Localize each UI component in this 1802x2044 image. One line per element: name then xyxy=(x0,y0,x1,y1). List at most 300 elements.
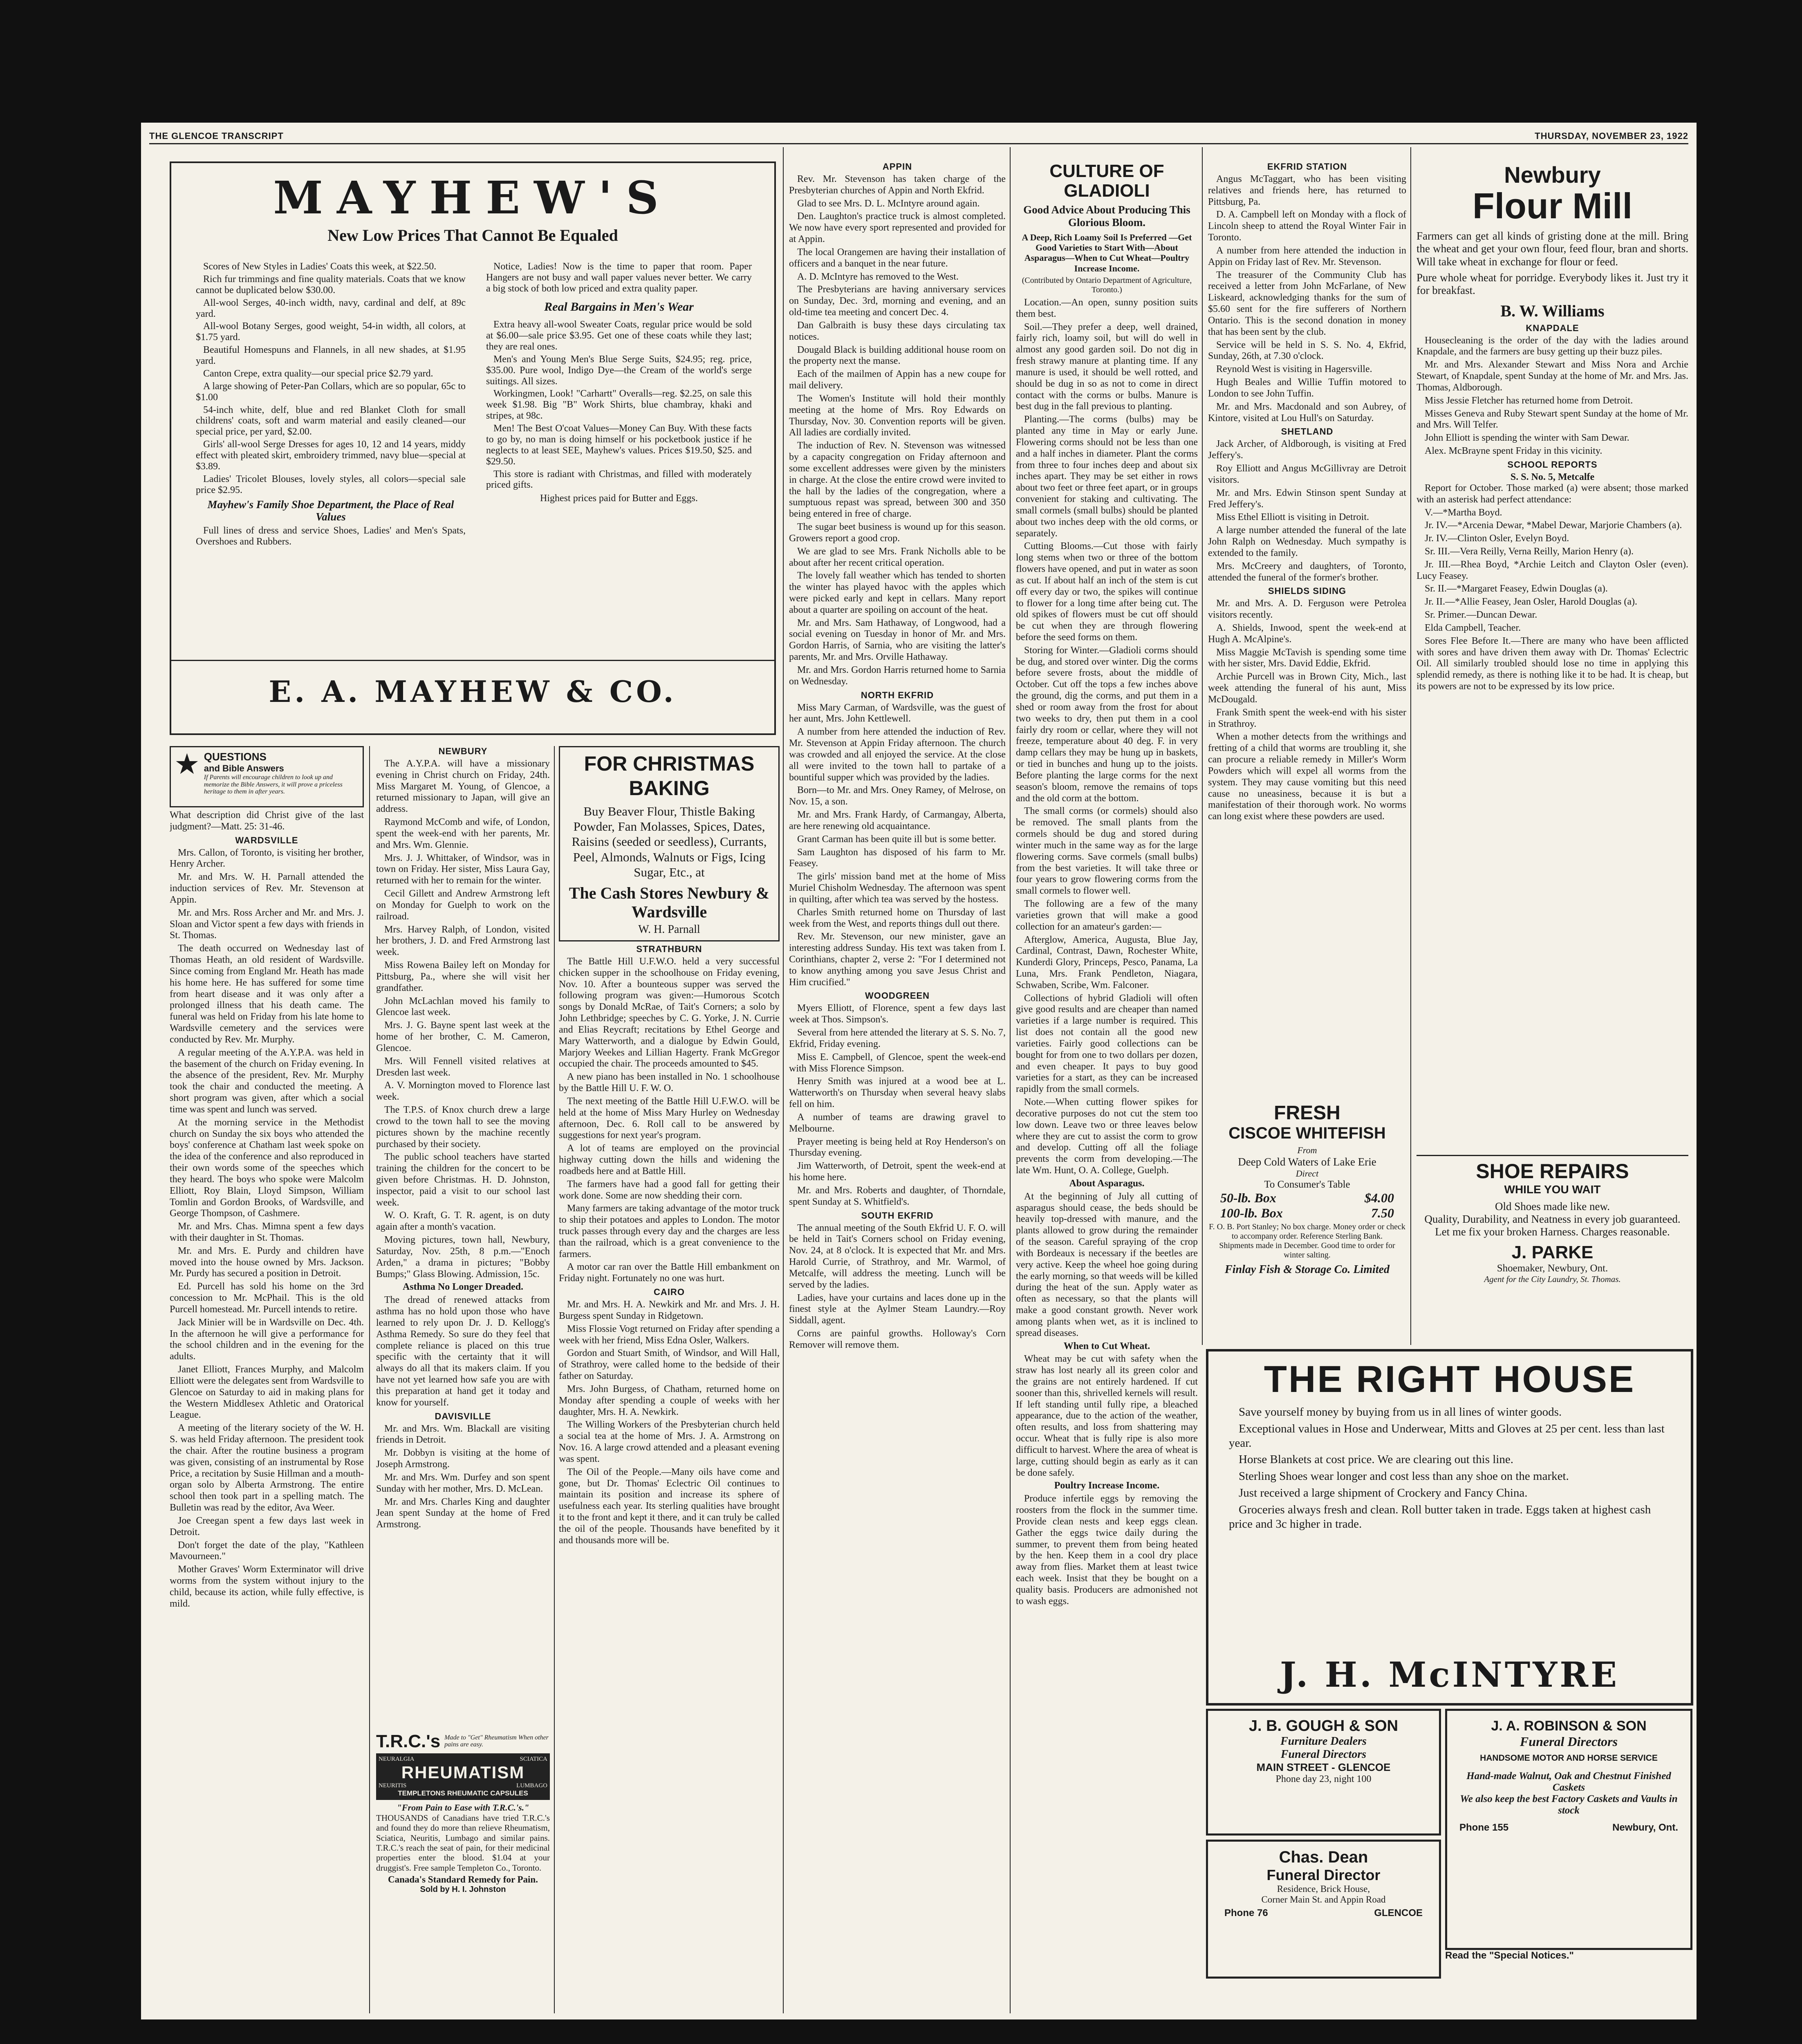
christmas-title: FOR CHRISTMAS BAKING xyxy=(584,752,755,800)
news-item: Miss Mary Carman, of Wardsville, was the guest of her aunt, Mrs. John Kettlewell. xyxy=(789,702,1006,724)
issue-date: THURSDAY, NOVEMBER 23, 1922 xyxy=(1535,131,1688,141)
mayhew-item: A large showing of Peter-Pan Collars, which are so popular, 65c to $1.00 xyxy=(196,381,466,403)
news-item: Each of the mailmen of Appin has a new coupe for mail delivery. xyxy=(789,369,1006,391)
north-ekfrid-news xyxy=(789,702,1006,988)
gladioli-deck: A Deep, Rich Loamy Soil Is Preferred —Get Good Varieties to Start With—About Asparagus—When to Cut Wheat—Poultry Increase Income. xyxy=(1022,232,1192,273)
report-line: V.—*Martha Boyd. xyxy=(1425,507,1502,518)
news-item: The next meeting of the Battle Hill U.F.W.O. will be held at the home of Miss Mary Hurley on Wednesday afternoon, Dec. 6. Roll call to be answered by suggestions for next year's program. xyxy=(559,1096,780,1141)
right-house-ad xyxy=(1206,1349,1693,1706)
flour-mill-text2: Pure whole wheat for porridge. Everybody likes it. Just try it for breakfast. xyxy=(1416,271,1688,297)
gladioli-title: CULTURE OF GLADIOLI xyxy=(1049,161,1164,201)
price-label: 100-lb. Box xyxy=(1220,1206,1283,1220)
mayhew-ad xyxy=(170,161,776,735)
news-item: Jack Archer, of Aldborough, is visiting at Fred Jeffery's. xyxy=(1208,439,1406,461)
price-row xyxy=(1208,1190,1406,1206)
news-item: Mr. and Mrs. Edwin Stinson spent Sunday at Fred Jeffery's. xyxy=(1208,487,1406,510)
davisville-news xyxy=(376,1423,550,1531)
news-item: Joe Creegan spent a few days last week in Detroit. xyxy=(170,1515,364,1537)
news-item: Prayer meeting is being held at Roy Henderson's on Thursday evening. xyxy=(789,1136,1006,1159)
gough-name: J. B. GOUGH & SON xyxy=(1248,1717,1399,1735)
whitefish-shipments: Shipments made in December. Good time to order for winter salting. xyxy=(1219,1241,1395,1260)
star-icon: ★ xyxy=(174,749,200,780)
mayhew-footer: E. A. MAYHEW & CO. xyxy=(269,674,677,709)
news-item: Service will be held in S. S. No. 4, Ekfrid, Sunday, 26th, at 7.30 o'clock. xyxy=(1208,339,1406,362)
news-item: Mr. and Mrs. E. Purdy and children have moved into the house owned by Mrs. Jackson. Mr. Purdy has secured a position in Detroit. xyxy=(170,1245,364,1279)
mayhew-item: 54-inch white, delf, blue and red Blanket Cloth for small childrens' coats, soft and warm material and easily cleaned—our special price, per yard, $2.00. xyxy=(196,404,466,437)
news-item: Archie Purcell was in Brown City, Mich., last week attending the funeral of his aunt, Miss McDougald. xyxy=(1208,671,1406,705)
poultry-heading: Poultry Increase Income. xyxy=(1054,1480,1160,1491)
cash-stores: The Cash Stores Newbury & Wardsville xyxy=(569,883,770,921)
dean-phone: Phone 76 xyxy=(1224,1907,1268,1918)
news-item: Mr. and Mrs. Chas. Mimna spent a few days with their daughter in St. Thomas. xyxy=(170,1221,364,1243)
trc-sciatica: SCIATICA xyxy=(520,1756,547,1762)
questions-title: QUESTIONS xyxy=(204,751,267,763)
mayhew-item: All-wool Serges, 40-inch width, navy, cardinal and delf, at 89c yard. xyxy=(196,297,466,319)
ekfrid-station-heading: EKFRID STATION xyxy=(1267,161,1347,172)
column-rule xyxy=(369,746,370,2013)
news-item: Mr. and Mrs. Charles King and daughter Jean spent Sunday at the home of Fred Armstrong. xyxy=(376,1496,550,1530)
whitefish-direct: Direct xyxy=(1295,1168,1319,1179)
news-item: W. O. Kraft, G. T. R. agent, is on duty again after a month's vacation. xyxy=(376,1210,550,1233)
dean-contact xyxy=(1208,1905,1439,1921)
column-appin xyxy=(789,161,1006,2013)
news-item: Henry Smith was injured at a wood bee at L. Watterworth's on Thursday when several heavy slabs fell on him. xyxy=(789,1076,1006,1110)
robinson-line2: Hand-made Walnut, Oak and Chestnut Finished Caskets xyxy=(1466,1771,1671,1793)
wallpaper-notice: Notice, Ladies! Now is the time to paper that room. Paper Hangers are not busy and wall paper values never better. We carry a big stock of both low priced and extra quality paper. xyxy=(486,261,752,294)
mayhew-item: Beautiful Homespuns and Flannels, in all new shades, at $1.95 yard. xyxy=(196,345,466,366)
trc-templetons: TEMPLETONS RHEUMATIC CAPSULES xyxy=(398,1789,528,1797)
article-paragraph: Location.—An open, sunny position suits them best. xyxy=(1016,297,1198,319)
news-item: Several from here attended the literary at S. S. No. 7, Ekfrid, Friday evening. xyxy=(789,1027,1006,1049)
shoe-repairs-agent: Agent for the City Laundry, St. Thomas. xyxy=(1484,1274,1621,1284)
christmas-owner: W. H. Parnall xyxy=(638,923,700,936)
news-item: The girls' mission band met at the home of Miss Muriel Chisholm Wednesday. The afternoon was spent in quilting, after which tea was served by the hostess. xyxy=(789,871,1006,905)
appin-heading: APPIN xyxy=(882,161,912,172)
news-item: A number from here attended the induction of Rev. Mr. Stevenson at Appin Friday afternoon. The church was crowded and all enjoyed the service. At the close all were invited to the town hall to partake of a bountiful supper which was provided by the ladies. xyxy=(789,726,1006,783)
news-item: Mr. and Mrs. Alexander Stewart and Miss Nora and Archie Stewart, of Knapdale, spent Sunday at the home of Mr. and Mrs. Jas. Thomas, Aldborough. xyxy=(1416,359,1688,393)
article-paragraph: Cutting Blooms.—Cut those with fairly long stems when two or three of the bottom flowers have opened, and put in water as soon as cut. If about half an inch of the stem is cut off every day or two, the spikes will continue to flower for a long time after being cut. The old spikes of flowers must be cut off should be cut when they are through flowering before the seed forms on them. xyxy=(1016,541,1198,643)
right-house-item: Groceries always fresh and clean. Roll butter taken in trade. Eggs taken at highest cash price and 3c higher in trade. xyxy=(1229,1503,1651,1531)
mayhew-subtitle: New Low Prices That Cannot Be Equaled xyxy=(327,226,618,244)
knapdale-heading: KNAPDALE xyxy=(1526,323,1579,333)
wardsville-news xyxy=(170,847,364,1610)
shoe-repairs-line: Quality, Durability, and Neatness in every job guaranteed. xyxy=(1424,1213,1681,1225)
dean-ad xyxy=(1206,1840,1441,1979)
article-paragraph: Note.—When cutting flower spikes for decorative purposes do not cut the stem too low down. Leave two or three leaves below where they are cut to assist the corm to grow and develop. Cutting off all the foliage prevents the corm from developing.—The late Wm. Hunt, O. A. College, Guelph. xyxy=(1016,1097,1198,1176)
newbury-news xyxy=(376,758,550,1409)
news-item: Angus McTaggart, who has been visiting relatives and friends here, has returned to Pittsburg, Pa. xyxy=(1208,174,1406,207)
questions-subtitle: and Bible Answers xyxy=(204,763,284,773)
price-value: 7.50 xyxy=(1371,1206,1394,1220)
news-item: Mrs. Callon, of Toronto, is visiting her brother, Henry Archer. xyxy=(170,847,364,870)
shetland-news xyxy=(1208,439,1406,583)
mayhew-right-column xyxy=(486,261,752,629)
flour-mill-title1: Newbury xyxy=(1504,162,1601,188)
eclectric-oil-notice: The Oil of the People.—Many oils have come and gone, but Dr. Thomas' Eclectric Oil continues to maintain its position and increase its sphere of usefulness each year. Its sterling qualities have brought it to the front and kept it there, and it can truly be called the oil of the people. Thousands have benefited by it and thousands more will be. xyxy=(559,1466,780,1546)
news-item: Mrs. Will Fennell visited relatives at Dresden last week. xyxy=(376,1056,550,1078)
news-item: Miss E. Campbell, of Glencoe, spent the week-end with Miss Florence Simpson. xyxy=(789,1051,1006,1074)
news-item: Alex. McBrayne spent Friday in this vicinity. xyxy=(1425,446,1603,457)
whitefish-title2: CISCOE WHITEFISH xyxy=(1228,1124,1386,1142)
news-item: A new piano has been installed in No. 1 schoolhouse by the Battle Hill U. F. W. O. xyxy=(559,1071,780,1094)
news-item: The lovely fall weather which has tended to shorten the winter has played havoc with the apples which were picked early and kept in cellars. Many report about a quarter are spoiling on account of the heat. xyxy=(789,570,1006,615)
article-paragraph: Wheat may be cut with safety when the straw has lost nearly all its green color and the grains are not entirely hardened. If cut sooner than this, shrivelled kernels will result. If left standing until fully ripe, a bleached appearance, due to the action of the weather, often results, and loss from shattering may occur. Wheat that is fully ripe is also more difficult to harvest. Where the area of wheat is large, cutting should begin as early as it can be done safely. xyxy=(1016,1354,1198,1478)
trc-ad xyxy=(376,1731,550,2009)
column-wardsville xyxy=(170,746,364,2013)
article-paragraph: Afterglow, America, Augusta, Blue Jay, Cardinal, Contrast, Dawn, Rochester White, Kunderdi Glory, Princeps, Pesco, Panama, La Luna, Mrs. Frank Pendleton, Niagara, Schwaben, Scribe, Wm. Falconer. xyxy=(1016,934,1198,991)
mayhew-item: All-wool Botany Serges, good weight, 54-in width, all colors, at $1.75 yard. xyxy=(196,321,466,343)
flour-mill-ad xyxy=(1416,161,1688,320)
trc-tagline: "From Pain to Ease with T.R.C.'s." xyxy=(397,1802,529,1813)
news-item: Mr. and Mrs. Macdonald and son Aubrey, of Kintore, visited at Lou Hull's on Saturday. xyxy=(1208,401,1406,424)
robinson-ad xyxy=(1445,1709,1692,1950)
news-item: A motor car ran over the Battle Hill embankment on Friday night. Fortunately no one was hurt. xyxy=(559,1262,780,1284)
news-item: Mother Graves' Worm Exterminator will drive worms from the system without injury to the child, because its action, while fully effective, is mild. xyxy=(170,1564,364,1609)
gough-line3: MAIN STREET - GLENCOE xyxy=(1256,1761,1391,1773)
news-item: Grant Carman has been quite ill but is some better. xyxy=(797,834,996,845)
news-item: The Presbyterians are having anniversary services on Sunday, Dec. 3rd, morning and evening, and an old-time tea meeting and concert Dec. 4. xyxy=(789,284,1006,318)
news-item: A regular meeting of the A.Y.P.A. was held in the basement of the church on Friday evening. In the absence of the president, Rev. Mr. Murphy took the chair and conducted the meeting. A short program was given, after which a social time was spent and lunch was served. xyxy=(170,1047,364,1115)
report-line: Sr. III.—Vera Reilly, Verna Reilly, Marion Henry (a). xyxy=(1425,546,1634,557)
news-item: The death occurred on Wednesday last of Thomas Heath, an old resident of Wardsville. Since coming from England Mr. Heath has made his home here. He has suffered for some time from heart disease and it was only after a prolonged illness that his death came. The funeral was held on Friday from his late home to Wardsville cemetery and the services were conducted by Rev. Mr. Murphy. xyxy=(170,943,364,1045)
column-strathburn xyxy=(559,746,780,2013)
right-house-body xyxy=(1208,1401,1691,1537)
news-item: The Women's Institute will hold their monthly meeting at the home of Mrs. Roy Edwards on Thursday, Nov. 30. Convention reports will be given. All ladies are cordially invited. xyxy=(789,393,1006,438)
flour-mill-title2: Flour Mill xyxy=(1472,186,1633,226)
news-item: Miss Jessie Fletcher has returned home from Detroit. xyxy=(1425,395,1633,406)
robinson-town: Newbury, Ont. xyxy=(1612,1822,1678,1833)
news-item: Raymond McComb and wife, of London, spent the week-end with her parents, Mr. and Mrs. Wm. Glennie. xyxy=(376,817,550,850)
news-item: Moving pictures, town hall, Newbury, Saturday, Nov. 25th, 8 p.m.—"Enoch Arden," a drama in pictures; "Bobby Bumps;" Glass Blowing. Admission, 15c. xyxy=(376,1235,550,1280)
shoe-repairs-role: Shoemaker, Newbury, Ont. xyxy=(1497,1263,1608,1274)
mayhew-item: Rich fur trimmings and fine quality materials. Coats that we know cannot be duplicated below $30.00. xyxy=(196,273,466,296)
news-item: Mr. and Mrs. Ross Archer and Mr. and Mrs. J. Sloan and Victor spent a few days with friends in St. Thomas. xyxy=(170,907,364,941)
flour-mill-text1: Farmers can get all kinds of gristing done at the mill. Bring the wheat and get your own flour, feed flour, bran and shorts. Will take wheat in exchange for flour or feed. xyxy=(1416,230,1688,268)
right-house-item: Horse Blankets at cost price. We are clearing out this line. xyxy=(1239,1453,1513,1466)
news-item: Ladies, have your curtains and laces done up in the finest style at the Aylmer Steam Laundry.—Roy Siddall, agent. xyxy=(789,1292,1006,1326)
trc-sold-by: Sold by H. I. Johnston xyxy=(420,1885,506,1894)
ekfrid-station-news xyxy=(1208,174,1406,424)
appin-news xyxy=(789,174,1006,688)
news-item: Mr. and Mrs. Wm. Durfey and son spent Sunday with her mother, Mrs. D. McLean. xyxy=(376,1472,550,1494)
news-item: Mr. and Mrs. H. A. Newkirk and Mr. and Mrs. J. H. Burgess spent Sunday in Ridgetown. xyxy=(559,1299,780,1321)
news-item: Dougald Black is building additional house room on the property next the manse. xyxy=(789,344,1006,367)
news-item: Miss Rowena Bailey left on Monday for Pittsburg, Pa., where she will visit her grandfather. xyxy=(376,960,550,993)
gladioli-subtitle: Good Advice About Producing This Glorious Bloom. xyxy=(1023,203,1190,229)
special-notices: Read the "Special Notices." xyxy=(1445,1950,1574,1961)
mayhew-item: Workingmen, Look! "Carhartt" Overalls—reg. $2.25, on sale this week $1.98. Big "B" Work Shirts, blue chambray, khaki and stripes, at 98c. xyxy=(486,388,752,421)
right-house-item: Sterling Shoes wear longer and cost less than any shoe on the market. xyxy=(1239,1470,1569,1483)
news-item: Mr. and Mrs. Frank Hardy, of Carmangay, Alberta, are here renewing old acquaintance. xyxy=(789,809,1006,831)
news-item: Den. Laughton's practice truck is almost completed. We now have every sport represented and provided for at Appin. xyxy=(789,211,1006,245)
asthma-heading: Asthma No Longer Dreaded. xyxy=(402,1282,524,1293)
whitefish-ad xyxy=(1208,1102,1406,1343)
robinson-name: J. A. ROBINSON & SON xyxy=(1491,1718,1647,1734)
news-item: Mr. and Mrs. Wm. Blackall are visiting friends in Detroit. xyxy=(376,1423,550,1446)
paper-name: THE GLENCOE TRANSCRIPT xyxy=(149,131,284,141)
article-paragraph: Collections of hybrid Gladioli will often give good results and are cheaper than named varieties if a large number is required. This list does not contain all the good new varieties. Fairly good collections can be bought for from one to two dollars per dozen, and even cheaper. It pays to buy good varieties for a start, as they can be increased rapidly from the small cormels. xyxy=(1016,993,1198,1095)
trc-neuralgia: NEURALGIA xyxy=(379,1756,415,1762)
news-item: The farmers have had a good fall for getting their work done. Some are now shedding their corn. xyxy=(559,1179,780,1201)
news-item: The A.Y.P.A. will have a missionary evening in Christ church on Friday, 24th. Miss Margaret M. Young, of Glencoe, a returned missionary to Japan, will give an address. xyxy=(376,758,550,815)
news-item: The Battle Hill U.F.W.O. held a very successful chicken supper in the schoolhouse on Friday evening, Nov. 10. After a bounteous supper was served the following program was given:—Humorous Scotch songs by Donald McRae, of Tait's Corners; a solo by John Lethbridge; speeches by C. G. Yorke, J. N. Currie and Elias Reycraft; recitations by Ethel George and Mary Watterworth, and a dialogue by Edwin Gould, Marjory Weekes and Lillian Hagerty. Frank McGregor occupied the chair. The proceeds amounted to $45. xyxy=(559,956,780,1069)
news-item: Mrs. McCreery and daughters, of Toronto, attended the funeral of the former's brother. xyxy=(1208,560,1406,583)
right-house-title: THE RIGHT HOUSE xyxy=(1264,1358,1636,1400)
flour-mill-owner: B. W. Williams xyxy=(1500,301,1605,320)
asparagus-heading: About Asparagus. xyxy=(1069,1178,1145,1189)
column-rule xyxy=(554,746,555,2013)
shoe-repairs-line: Old Shoes made like new. xyxy=(1495,1200,1610,1213)
article-paragraph: At the beginning of July all cutting of asparagus should cease, the beds should be heavily top-dressed with manure, and the plants allowed to grow during the remainder of the season. Careful spraying of the crop with Bordeaux is necessary if the beetles are very active. Keep the wheel hoe going during the early morning, so that weeds will be killed during the heat of the sun. Apply water as often as necessary, so that the plants will make a good constant growth. Never work among plants when wet, as it is inclined to spread diseases. xyxy=(1016,1191,1198,1338)
news-item: The local Orangemen are having their installation of officers and a banquet in the near future. xyxy=(789,247,1006,269)
mayhew-item: This store is radiant with Christmas, and filled with moderately priced gifts. xyxy=(486,468,752,491)
news-item: A number from here attended the induction in Appin on Friday last of Rev. Mr. Stevenson. xyxy=(1208,245,1406,267)
report-line: Jr. II.—*Allie Feasey, Jean Osler, Harold Douglas (a). xyxy=(1425,596,1638,607)
whitefish-deep: Deep Cold Waters of Lake Erie xyxy=(1238,1156,1376,1168)
trc-title: T.R.C.'s xyxy=(376,1731,441,1751)
mayhew-item: Ladies' Tricolet Blouses, lovely styles, all colors—special sale price $2.95. xyxy=(196,473,466,495)
news-item: Miss Flossie Vogt returned on Friday after spending a week with her friend, Miss Edna Osler, Walkers. xyxy=(559,1323,780,1346)
eclectric-oil-notice: Sores Flee Before It.—There are many who have been afflicted with sores and have driven them away with Dr. Thomas' Eclectric Oil. All similarly troubled should lose no time in applying this splendid remedy, as there is nothing like it to be had. It is cheap, but its powers are not to be expressed by its low price. xyxy=(1416,635,1688,692)
news-item: Reynold West is visiting in Hagersville. xyxy=(1216,364,1372,375)
shoe-department-heading: Mayhew's Family Shoe Department, the Place of Real Values xyxy=(207,498,454,523)
news-item: Mrs. Harvey Ralph, of London, visited her brothers, J. D. and Fred Armstrong last week. xyxy=(376,924,550,958)
report-line: Elda Campbell, Teacher. xyxy=(1425,622,1521,633)
report-line: Jr. IV.—Clinton Osler, Evelyn Boyd. xyxy=(1425,533,1569,544)
mayhew-left-column xyxy=(196,261,466,629)
news-item: The induction of Rev. N. Stevenson was witnessed by a capacity congregation on Friday afternoon and some excellent addresses were given by the ministers in charge. At the close the entire crowd were invited to the hall by the ladies of the congregation, where a sumptuous repast was spread, between 300 and 350 being entered in free of charge. xyxy=(789,440,1006,520)
news-item: Jack Minier will be in Wardsville on Dec. 4th. In the afternoon he will give a performance for the school children and in the evening for the adults. xyxy=(170,1317,364,1362)
news-item: A lot of teams are employed on the provincial highway cutting down the hills and widening the roadbeds here and at Battle Hill. xyxy=(559,1143,780,1177)
robinson-line1: HANDSOME MOTOR AND HORSE SERVICE xyxy=(1480,1753,1658,1763)
news-item: A. V. Mornington moved to Florence last week. xyxy=(376,1080,550,1103)
news-item: Mrs. John Burgess, of Chatham, returned home on Monday after spending a couple of weeks with her daughter, Mrs. H. A. Newkirk. xyxy=(559,1383,780,1417)
news-item: D. A. Campbell left on Monday with a flock of Lincoln sheep to attend the Royal Winter Fair in Toronto. xyxy=(1208,209,1406,243)
woodgreen-news xyxy=(789,1003,1006,1208)
column-knapdale xyxy=(1416,161,1688,1343)
news-item: Mrs. J. G. Bayne spent last week at the home of her brother, C. M. Cameron, Glencoe. xyxy=(376,1020,550,1053)
news-item: Sam Laughton has disposed of his farm to Mr. Feasey. xyxy=(789,847,1006,869)
gough-ad xyxy=(1206,1709,1441,1836)
school-reports-subheading: S. S. No. 5, Metcalfe xyxy=(1510,471,1595,482)
north-ekfrid-heading: NORTH EKFRID xyxy=(861,690,934,700)
price-value: $4.00 xyxy=(1365,1190,1394,1205)
robinson-contact xyxy=(1447,1816,1690,1839)
report-line: Jr. III.—Rhea Boyd, *Archie Leitch and Clayton Osler (even). Lucy Feasey. xyxy=(1416,559,1688,581)
trc-made-to: Made to "Get" Rheumatism When other pains are easy. xyxy=(444,1734,549,1748)
gladioli-credit: (Contributed by Ontario Department of Agriculture, Toronto.) xyxy=(1022,276,1192,294)
gough-line2: Funeral Directors xyxy=(1280,1748,1367,1761)
mayhew-item: Extra heavy all-wool Sweater Coats, regular price would be sold at $6.00—sale price $3.95. Get one of these coats while they last; they are real ones. xyxy=(486,319,752,352)
christmas-text: Buy Beaver Flour, Thistle Baking Powder, Fan Molasses, Spices, Dates, Raisins (seeded or seedless), Currants, Peel, Almonds, Walnuts or Figs, Icing Sugar, Etc., at xyxy=(572,804,767,879)
robinson-role: Funeral Directors xyxy=(1520,1734,1618,1749)
gladioli-article xyxy=(1016,297,1198,1607)
mayhew-item: Men's and Young Men's Blue Serge Suits, $24.95; reg. price, $35.00. Pure wool, Indigo Dye—the Cream of the world's serge suitings. All sizes. xyxy=(486,354,752,387)
strathburn-heading: STRATHBURN xyxy=(636,944,702,954)
news-item: A number of teams are drawing gravel to Melbourne. xyxy=(789,1112,1006,1134)
right-house-item: Save yourself money by buying from us in all lines of winter goods. xyxy=(1239,1405,1562,1419)
mayhew-divider xyxy=(171,660,774,661)
news-item: Misses Geneva and Ruby Stewart spent Sunday at the home of Mr. and Mrs. Will Telfer. xyxy=(1416,408,1688,430)
shetland-heading: SHETLAND xyxy=(1281,426,1334,437)
robinson-line3: We also keep the best Factory Caskets and Vaults in stock xyxy=(1460,1793,1678,1816)
trc-standard: Canada's Standard Remedy for Pain. xyxy=(388,1874,538,1885)
davisville-heading: DAVISVILLE xyxy=(435,1411,491,1421)
article-paragraph: Storing for Winter.—Gladioli corms should be dug, and stored over winter. Dig the corms before severe frosts, about the middle of October. Cut off the tops a few inches above the ground, dig the corms, and put them in a shed or room away from the frost for about two weeks to dry, then put them in a cool fairly dry room or cellar, where they will not freeze, temperature about 40 deg. F. in very damp cellars they may be hung up in baskets, or tied in bunches and hung up to the joists. Before planting the large corms for the next season's bloom, remove the remains of tops and the old corm at the bottom. xyxy=(1016,645,1198,804)
news-item: Mr. and Mrs. Roberts and daughter, of Thorndale, spent Sunday at S. Whitfield's. xyxy=(789,1185,1006,1207)
news-item: The public school teachers have started training the children for the concert to be given before Christmas. H. D. Johnston, inspector, paid a visit to our school last week. xyxy=(376,1152,550,1208)
header-rule xyxy=(149,143,1688,144)
asthma-text: The dread of renewed attacks from asthma has no hold upon those who have learned to rely upon Dr. J. D. Kellogg's Asthma Remedy. So sure do they feel that complete reliance is placed on this true specific with the certainty that it will always do all that its makers claim. If you have not yet learned how safe you are with this preparation at hand get it today and know for yourself. xyxy=(376,1295,550,1408)
news-item: John Elliott is spending the winter with Sam Dewar. xyxy=(1425,433,1629,444)
price-label: 50-lb. Box xyxy=(1220,1190,1276,1205)
trc-neuritis: NEURITIS xyxy=(379,1782,407,1789)
article-paragraph: Soil.—They prefer a deep, well drained, fairly rich, loamy soil, but will do well in almost any good garden soil. Do not dig in fresh strawy manure at planting time. If any manure is used, it should be well rotted, and should be dug in so as not to come in direct contact with the corms or bulbs. Manure is best dug in the fall previous to planting. xyxy=(1016,321,1198,412)
news-item: Roy Elliott and Angus McGillivray are Detroit visitors. xyxy=(1208,463,1406,485)
trc-lumbago: LUMBAGO xyxy=(516,1782,547,1789)
news-item: Cecil Gillett and Andrew Armstrong left on Monday for Guelph to work on the railroad. xyxy=(376,888,550,922)
dean-town: GLENCOE xyxy=(1374,1907,1423,1918)
news-item: A. D. McIntyre has removed to the West. xyxy=(797,271,959,282)
news-item: Hugh Beales and Willie Tuffin motored to London to see John Tuffin. xyxy=(1208,377,1406,399)
price-row xyxy=(1208,1206,1406,1221)
highest-prices: Highest prices paid for Butter and Eggs. xyxy=(540,493,698,504)
column-rule xyxy=(1410,147,1411,1345)
news-item: A. Shields, Inwood, spent the week-end at Hugh A. McAlpine's. xyxy=(1208,622,1406,645)
news-item: Myers Elliott, of Florence, spent a few days last week at Thos. Simpson's. xyxy=(789,1003,1006,1025)
whitefish-terms: F. O. B. Port Stanley; No box charge. Money order or check to accompany order. Reference Sterling Bank. xyxy=(1209,1222,1405,1241)
report-line: Sr. II.—*Margaret Feasey, Edwin Douglas (a). xyxy=(1425,583,1608,594)
news-item: Housecleaning is the order of the day with the ladies around Knapdale, and the farmers are busy getting up their buzz piles. xyxy=(1416,335,1688,357)
whitefish-company: Finlay Fish & Storage Co. Limited xyxy=(1225,1263,1390,1276)
gough-phone: Phone day 23, night 100 xyxy=(1275,1774,1372,1784)
newbury-heading: NEWBURY xyxy=(438,746,488,756)
right-house-item: Exceptional values in Hose and Underwear, Mitts and Gloves at 25 per cent. less than last year. xyxy=(1229,1422,1665,1450)
dean-role: Funeral Director xyxy=(1266,1867,1381,1883)
dean-line2: Corner Main St. and Appin Road xyxy=(1261,1894,1386,1905)
shields-siding-heading: SHIELDS SIDING xyxy=(1268,586,1347,596)
whitefish-title1: FRESH xyxy=(1274,1102,1340,1124)
south-ekfrid-news xyxy=(789,1223,1006,1351)
news-item: When a mother detects from the writhings and fretting of a child that worms are troubling it, she can procure a reliable remedy in Miller's Worm Powders which will expel all worms from the system. They may cause vomiting but this need cause no uneasiness, because it is but a manifestation of their thorough work. No worms can long exist where these powders are used. xyxy=(1208,731,1406,822)
south-ekfrid-heading: SOUTH EKFRID xyxy=(861,1210,934,1221)
school-reports-list xyxy=(1416,483,1688,693)
news-item: Born—to Mr. and Mrs. Oney Ramey, of Melrose, on Nov. 15, a son. xyxy=(789,785,1006,807)
news-item: Frank Smith spent the week-end with his sister in Strathroy. xyxy=(1208,707,1406,729)
school-reports-heading: SCHOOL REPORTS xyxy=(1507,459,1598,470)
knapdale-news xyxy=(1416,335,1688,457)
news-item: Ed. Purcell has sold his home on the 3rd concession to Mr. McPhail. This is the old Purcell homestead. Mr. Purcell intends to retire. xyxy=(170,1281,364,1315)
news-item: Don't forget the date of the play, "Kathleen Mavourneen." xyxy=(170,1540,364,1562)
column-rule xyxy=(1202,147,1203,1345)
strathburn-news xyxy=(559,956,780,1284)
christmas-baking-ad xyxy=(559,746,780,941)
news-item: The annual meeting of the South Ekfrid U. F. O. will be held in Tait's Corners school on Friday evening, Nov. 24, at 8 o'clock. It is expected that Mr. and Mrs. Harold Currie, of Strathroy, and Mr. Warmol, of Metcalfe, will address the meeting. Lunch will be served by the ladies. xyxy=(789,1222,1006,1290)
article-paragraph: The small corms (or cormels) should also be removed. The small plants from the cormels should be dug and stored during winter much in the same way as for the large flowering corms. Save cormels (small bulbs) from the best varieties. It will take three or four years to grow flowering corms from the small cormels to flower well. xyxy=(1016,806,1198,896)
report-line: Report for October. Those marked (a) were absent; those marked with an asterisk had perfect attendance: xyxy=(1416,482,1688,505)
shoe-department-text: Full lines of dress and service Shoes, Ladies' and Men's Spats, Overshoes and Rubbers. xyxy=(196,525,466,547)
news-item: Rev. Mr. Stevenson, our new minister, gave an interesting address Sunday. His text was taken from I. Corinthians, chapter 2, verse 2: "For I determined not to know anything among you save Jesus Christ and Him crucified." xyxy=(789,931,1006,988)
news-item: Miss Ethel Elliott is visiting in Detroit. xyxy=(1216,512,1369,523)
trc-rheumatism: RHEUMATISM xyxy=(401,1763,525,1782)
news-item: The treasurer of the Community Club has received a letter from John McFarlane, of New Liskeard, acknowledging thanks for the sum of $5.60 sent for the fire sufferers of Northern Ontario. This is the second donation in money that has been sent by the club. xyxy=(1208,269,1406,337)
trc-body: THOUSANDS of Canadians have tried T.R.C.'s and found they do more than relieve Rheumatism, Sciatica, Neuritis, Lumbago and similar pains. T.R.C.'s reach the seat of pain, for their medicinal properties enter the blood. $1.04 at your druggist's. Free sample Templeton Co., Toronto. xyxy=(376,1813,550,1873)
news-item: A meeting of the literary society of the W. H. S. was held Friday afternoon. The president took the chair. After the routine business a program was given, consisting of an instrumental by Rose Price, a recitation by Susie Hillman and a mouth-organ solo by Alberta Armstrong. The entire school then took part in a spelling match. The Bulletin was read by the editor, Ava Weer. xyxy=(170,1423,364,1513)
shoe-repairs-subtitle: WHILE YOU WAIT xyxy=(1504,1183,1601,1196)
dean-name: Chas. Dean xyxy=(1279,1848,1368,1866)
news-item: Janet Elliott, Frances Murphy, and Malcolm Elliott were the delegates sent from Wardsville to Glencoe on Saturday to aid in making plans for the Western Middlesex Athletic and Oratorical League. xyxy=(170,1364,364,1421)
news-item: Mr. and Mrs. Sam Hathaway, of Longwood, had a social evening on Tuesday in honor of Mr. and Mrs. Gordon Harris, of Sarnia, who are visiting the latter's parents, Mr. and Mrs. Orville Hathaway. xyxy=(789,617,1006,663)
mayhew-item: Girls' all-wool Serge Dresses for ages 10, 12 and 14 years, middy effect with pleated skirt, embroidery trimmed, navy blue—special at $3.89. xyxy=(196,439,466,472)
right-house-owner: J. H. McINTYRE xyxy=(1280,1654,1620,1695)
report-line: Jr. IV.—*Arcenia Dewar, *Mabel Dewar, Marjorie Chambers (a). xyxy=(1425,520,1682,531)
robinson-phone: Phone 155 xyxy=(1459,1822,1509,1833)
news-item: Many farmers are taking advantage of the motor truck to ship their potatoes and apples to London. The motor truck passes through every day and the charges are less than the railroad, which is a great convenience to the farmers. xyxy=(559,1203,780,1260)
news-item: Jim Watterworth, of Detroit, spent the week-end at his home here. xyxy=(789,1161,1006,1183)
news-item: Mr. Dobbyn is visiting at the home of Joseph Armstrong. xyxy=(376,1448,550,1470)
news-item: Mrs. J. J. Whittaker, of Windsor, was in town on Friday. Her sister, Miss Laura Gay, returned with her to remain for the winter. xyxy=(376,852,550,886)
mayhew-item: Canton Crepe, extra quality—our special price $2.79 yard. xyxy=(203,368,433,379)
wheat-heading: When to Cut Wheat. xyxy=(1063,1340,1150,1351)
news-item: Dan Galbraith is busy these days circulating tax notices. xyxy=(789,320,1006,342)
shoe-repairs-ad xyxy=(1416,1155,1688,1343)
newspaper-page xyxy=(141,123,1697,2019)
column-rule xyxy=(783,147,784,2013)
column-newbury xyxy=(376,746,550,2013)
news-item: Miss Maggie McTavish is spending some time with her sister, Mrs. David Eddie, Ekfrid. xyxy=(1208,647,1406,669)
bible-question: What description did Christ give of the last judgment?—Matt. 25: 31-46. xyxy=(170,810,364,832)
news-item: Mr. and Mrs. W. H. Parnall attended the induction services of Rev. Mr. Stevenson at Appin. xyxy=(170,872,364,905)
shoe-repairs-name: J. PARKE xyxy=(1511,1242,1594,1262)
shoe-repairs-title: SHOE REPAIRS xyxy=(1476,1160,1629,1183)
column-ekfrid-station xyxy=(1208,161,1406,1343)
report-line: Sr. Primer.—Duncan Dewar. xyxy=(1425,610,1538,621)
article-paragraph: The following are a few of the many varieties grown that will make a good collection for an amateur's garden:— xyxy=(1016,899,1198,932)
gough-line1: Furniture Dealers xyxy=(1280,1735,1367,1748)
news-item: A large number attended the funeral of the late John Ralph on Wednesday. Much sympathy is extended to the family. xyxy=(1208,525,1406,558)
article-paragraph: Planting.—The corms (bulbs) may be planted any time in May or early June. Flowering corms should not be less than one and a half inches in diameter. Plant the corms from three to four inches deep and about six inches apart. They may be set either in rows about two feet or three feet apart, or in groups convenient for staking and cultivating. The small cormels (small bulbs) should be planted about two inches deep with the old corms, or separately. xyxy=(1016,414,1198,539)
news-item: Mr. and Mrs. A. D. Ferguson were Petrolea visitors recently. xyxy=(1208,598,1406,621)
whitefish-from: From xyxy=(1297,1145,1317,1155)
news-item: The T.P.S. of Knox church drew a large crowd to the town hall to see the moving pictures shown by the machine recently purchased by their society. xyxy=(376,1105,550,1150)
news-item: At the morning service in the Methodist church on Sunday the six boys who attended the boys' conference at Chatham last week spoke on the idea of the conference and also reproduced in their own words some of the speeches which they heard. The boys who spoke were Malcolm Elliott, Roy Blain, Lloyd Simpson, William Tomlin and Gordon Brooks, of Wardsville, and George Thompson, of Cashmere. xyxy=(170,1117,364,1219)
news-item: Glad to see Mrs. D. L. McIntyre around again. xyxy=(797,198,980,209)
news-item: We are glad to see Mrs. Frank Nicholls able to be about after her recent critical operation. xyxy=(789,546,1006,568)
news-item: Mr. and Mrs. Gordon Harris returned home to Sarnia on Wednesday. xyxy=(789,664,1006,687)
dean-line1: Residence, Brick House, xyxy=(1277,1884,1370,1894)
woodgreen-heading: WOODGREEN xyxy=(865,991,930,1001)
news-item: The Willing Workers of the Presbyterian church held a social tea at the home of Mrs. J. A. Armstrong on Nov. 16. A large crowd attended and a pleasant evening was spent. xyxy=(559,1419,780,1464)
whitefish-consumer: To Consumer's Table xyxy=(1264,1179,1350,1190)
news-item: The sugar beet business is wound up for this season. Growers report a good crop. xyxy=(789,522,1006,544)
column-rule xyxy=(1010,147,1011,2013)
news-item: John McLachlan moved his family to Glencoe last week. xyxy=(376,995,550,1018)
news-item: Rev. Mr. Stevenson has taken charge of the Presbyterian churches of Appin and North Ekfrid. xyxy=(789,174,1006,196)
shields-siding-news xyxy=(1208,598,1406,823)
mayhew-title: MAYHEW'S xyxy=(273,171,672,224)
questions-box xyxy=(170,746,364,807)
wardsville-heading: WARDSVILLE xyxy=(235,835,298,845)
cairo-news xyxy=(559,1299,780,1546)
cairo-heading: CAIRO xyxy=(654,1287,685,1298)
mayhew-item: Scores of New Styles in Ladies' Coats this week, at $22.50. xyxy=(203,261,437,272)
news-item: Charles Smith returned home on Thursday of last week from the West, and reports things dull out there. xyxy=(789,907,1006,929)
trc-package xyxy=(376,1753,550,1800)
right-house-item: Just received a large shipment of Crockery and Fancy China. xyxy=(1239,1486,1528,1499)
shoe-repairs-line: Let me fix your broken Harness. Charges reasonable. xyxy=(1435,1226,1670,1238)
mayhew-item: Men! The Best O'coat Values—Money Can Buy. With these facts to go by, no man is doing himself or his pocketbook justice if he neglects to at least SEE, Mayhew's values. Prices $19.50, $25. and $29.50. xyxy=(486,423,752,467)
column-gladioli xyxy=(1016,161,1198,2013)
